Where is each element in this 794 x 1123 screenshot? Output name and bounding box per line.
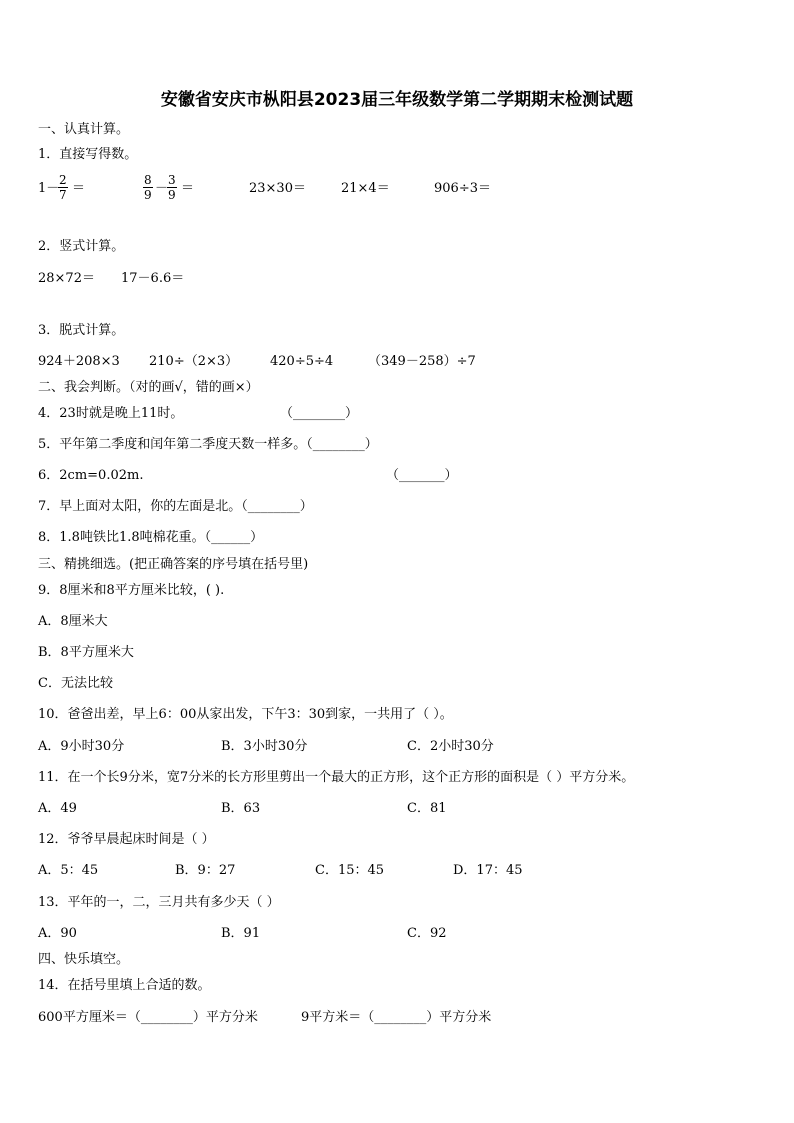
question-4-text: 4．23时就是晚上11时。	[38, 406, 184, 421]
question-12-option-b[interactable]: B．9：27	[175, 863, 236, 878]
fraction-numerator: 3	[168, 173, 176, 187]
question-3-label: 3．脱式计算。	[38, 323, 125, 338]
fraction-denominator: 9	[144, 188, 152, 202]
expr-1-prefix: 1－	[38, 181, 60, 196]
question-7-text: 7．早上面对太阳，你的左面是北。（________）	[38, 499, 313, 514]
expr-3: 23×30＝	[249, 181, 306, 196]
question-11-option-c[interactable]: C．81	[407, 801, 447, 816]
stepwise-calc-1: 924＋208×3	[38, 354, 120, 369]
question-11-option-a[interactable]: A．49	[38, 801, 77, 816]
question-9-stem: 9．8厘米和8平方厘米比较，( ).	[38, 583, 225, 598]
question-10-option-a[interactable]: A．9小时30分	[38, 739, 125, 754]
fraction-3-9	[167, 173, 177, 202]
question-12-stem: 12．爷爷早晨起床时间是（ ）	[38, 832, 215, 847]
question-13-option-c[interactable]: C．92	[407, 926, 447, 941]
question-11-option-b[interactable]: B．63	[221, 801, 261, 816]
question-8-text: 8．1.8吨铁比1.8吨棉花重。（______）	[38, 530, 264, 545]
stepwise-calc-2: 210÷（2×3）	[149, 354, 239, 369]
question-6-text: 6．2cm=0.02m.	[38, 468, 144, 483]
question-5-text: 5．平年第二季度和闰年第二季度天数一样多。（________）	[38, 437, 378, 452]
question-14-fill-1[interactable]: 600平方厘米＝（________）平方分米	[38, 1010, 258, 1025]
question-9-option-b[interactable]: B．8平方厘米大	[38, 645, 134, 660]
section-heading-1: 一、认真计算。	[38, 122, 130, 137]
expr-5: 906÷3＝	[434, 181, 491, 196]
expr-2-suffix: ＝	[181, 181, 195, 196]
stepwise-calc-3: 420÷5÷4	[270, 354, 334, 369]
stepwise-calc-4: （349－258）÷7	[368, 354, 476, 369]
section-heading-4: 四、快乐填空。	[38, 952, 130, 967]
vertical-calc-2: 17－6.6＝	[121, 271, 185, 286]
vertical-calc-1: 28×72＝	[38, 271, 95, 286]
question-9-option-c[interactable]: C．无法比较	[38, 676, 113, 691]
question-13-option-a[interactable]: A．90	[38, 926, 77, 941]
section-heading-3: 三、精挑细选。(把正确答案的序号填在括号里)	[38, 557, 309, 572]
question-12-option-d[interactable]: D．17：45	[453, 863, 523, 878]
section-heading-2: 二、我会判断。（对的画√，错的画×）	[38, 380, 259, 395]
question-14-label: 14．在括号里填上合适的数。	[38, 978, 211, 993]
fraction-numerator: 8	[144, 173, 152, 187]
question-10-option-c[interactable]: C．2小时30分	[407, 739, 494, 754]
question-4-answer-blank[interactable]: （________）	[280, 406, 359, 421]
question-14-fill-2[interactable]: 9平方米＝（________）平方分米	[301, 1010, 492, 1025]
question-12-option-a[interactable]: A．5：45	[38, 863, 99, 878]
question-1-label: 1．直接写得数。	[38, 147, 138, 162]
question-13-stem: 13．平年的一，二，三月共有多少天（ ）	[38, 895, 280, 910]
question-2-label: 2．竖式计算。	[38, 239, 125, 254]
fraction-2-7	[58, 173, 68, 202]
fraction-denominator: 7	[59, 188, 67, 202]
question-13-option-b[interactable]: B．91	[221, 926, 261, 941]
question-12-option-c[interactable]: C．15：45	[315, 863, 385, 878]
page-title: 安徽省安庆市枞阳县2023届三年级数学第二学期期末检测试题	[160, 90, 634, 110]
expr-2-operator: －	[155, 181, 169, 196]
expr-1-suffix: ＝	[72, 181, 86, 196]
fraction-denominator: 9	[168, 188, 176, 202]
question-9-option-a[interactable]: A．8厘米大	[38, 614, 108, 629]
expr-4: 21×4＝	[341, 181, 390, 196]
question-11-stem: 11．在一个长9分米，宽7分米的长方形里剪出一个最大的正方形，这个正方形的面积是（ ）平方分米。	[38, 770, 635, 785]
fraction-numerator: 2	[59, 173, 67, 187]
fraction-8-9	[143, 173, 153, 202]
question-10-option-b[interactable]: B．3小时30分	[221, 739, 308, 754]
question-10-stem: 10．爸爸出差，早上6：00从家出发，下午3：30到家，一共用了（ ）。	[38, 707, 453, 722]
question-6-answer-blank[interactable]: （_______）	[386, 468, 458, 483]
